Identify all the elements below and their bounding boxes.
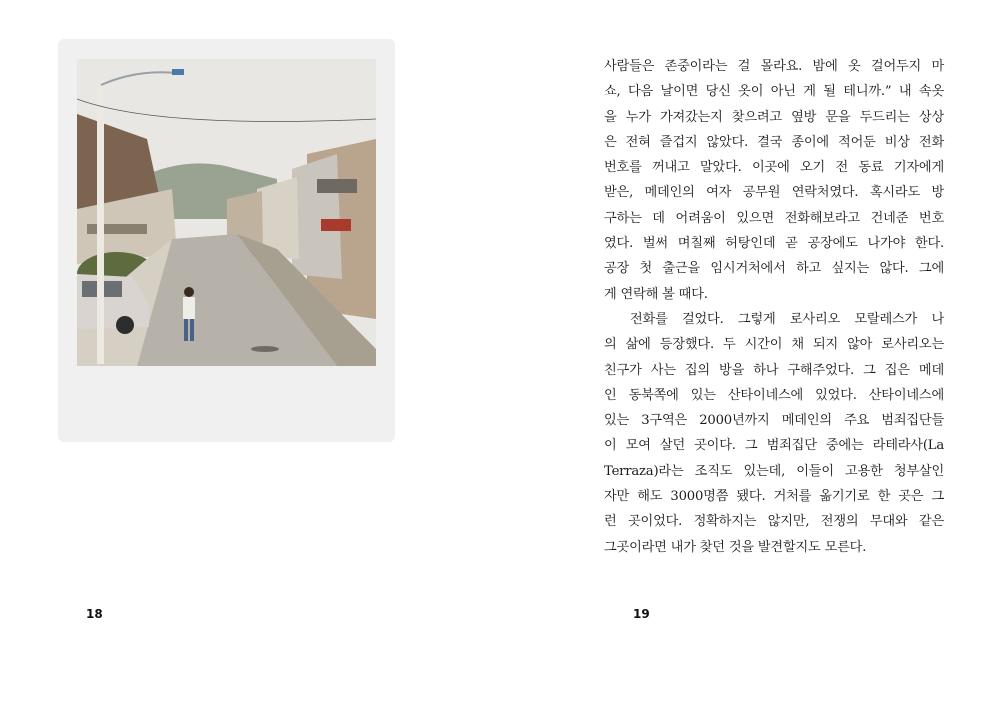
text-line: 사람들은 존중이라는 걸 몰라요. 밤에 옷 걸어두지 마 (604, 59, 944, 74)
right-page (500, 0, 1000, 710)
text-line: 공장 첫 출근을 임시거처에서 하고 싶지는 않다. 그에 (604, 261, 944, 277)
page-number-right: 19 (633, 607, 650, 621)
page-number-left: 18 (86, 607, 103, 621)
polaroid-frame (58, 39, 395, 442)
text-line: 이 모여 살던 곳이다. 그 범죄집단 중에는 라테라사(La (604, 438, 944, 454)
text-line: 전화를 걸었다. 그렇게 로사리오 모랄레스가 나 (630, 311, 944, 327)
text-line: 친구가 사는 집의 방을 하나 구해주었다. 그 집은 메데 (604, 362, 944, 378)
text-line: 게 연락해 볼 때다. (604, 286, 708, 302)
street-photo (77, 59, 376, 366)
text-line: 있는 3구역은 2000년까지 메데인의 주요 범죄집단들 (604, 413, 944, 429)
street-photo-icon (77, 59, 376, 366)
text-line: 쇼, 다음 날이면 당신 옷이 아닌 게 될 테니까.” 내 속옷 (604, 84, 944, 100)
text-line: 런 곳이었다. 정확하지는 않지만, 전쟁의 무대와 같은 (604, 514, 944, 530)
text-line: 번호를 꺼내고 말았다. 이곳에 오기 전 동료 기자에게 (604, 160, 944, 176)
text-line: 은 전혀 즐겁지 않았다. 결국 종이에 적어둔 비상 전화 (604, 134, 944, 150)
text-line: 인 동북쪽에 있는 산타이네스에 있었다. 산타이네스에 (604, 387, 944, 403)
text-line: 그곳이라면 내가 찾던 것을 발견할지도 모른다. (604, 539, 867, 555)
text-line: 구하는 데 어려움이 있으면 전화해보라고 건네준 번호 (604, 210, 944, 226)
text-line: 였다. 벌써 며칠째 허탕인데 곧 공장에도 나가야 한다. (604, 236, 944, 252)
text-line: 의 삶에 등장했다. 두 시간이 채 되지 않아 로사리오는 (604, 337, 944, 353)
body-text (604, 54, 944, 560)
text-line: Terraza)라는 조직도 있는데, 이들이 고용한 청부살인 (604, 463, 944, 479)
text-line: 자만 해도 3000명쯤 됐다. 거처를 옮기기로 한 곳은 그 (604, 489, 944, 505)
text-line: 을 누가 가져갔는지 찾으려고 옆방 문을 두드리는 상상 (604, 109, 944, 125)
text-line: 받은, 메데인의 여자 공무원 연락처였다. 혹시라도 방 (604, 185, 944, 201)
